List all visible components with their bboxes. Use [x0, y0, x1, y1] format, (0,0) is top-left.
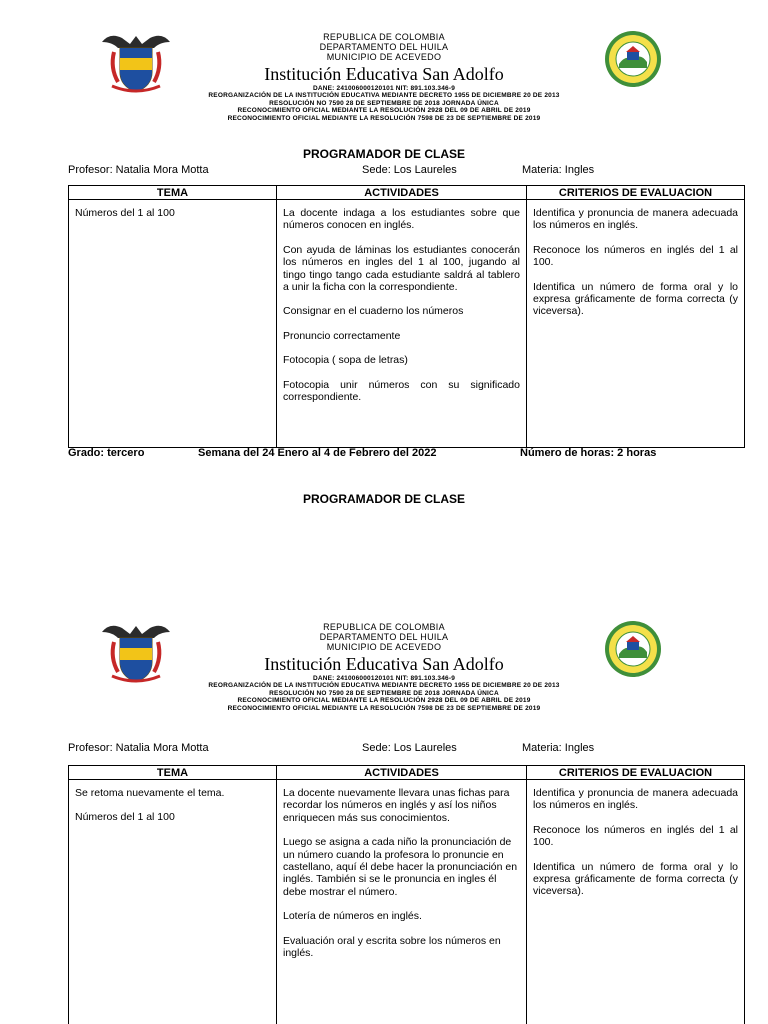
criterion-item: Identifica y pronuncia de manera adecuada los números en inglés.	[533, 787, 738, 812]
header-resolution: RESOLUCIÓN NO 7590 28 DE SEPTIEMBRE DE 2018 JORNADA ÚNICA	[269, 99, 499, 107]
activity-item: Fotocopia unir números con su significado correspondiente.	[283, 378, 520, 404]
section-1-info-row	[68, 164, 748, 178]
criterion-item: Identifica y pronuncia de manera adecuada los números en inglés.	[533, 207, 738, 232]
header-country: REPUBLICA DE COLOMBIA	[323, 32, 445, 42]
criterion-item: Reconoce los números en inglés del 1 al 100.	[533, 243, 738, 269]
hours-label: Número de horas: 2 horas	[520, 447, 657, 459]
teacher-name: Profesor: Natalia Mora Motta	[68, 742, 209, 754]
subject-name: Materia: Ingles	[522, 742, 595, 754]
header-recognition-2: RECONOCIMIENTO OFICIAL MEDIANTE LA RESOLUCIÓN 7598 DE 23 DE SEPTIEMBRE DE 2019	[227, 114, 541, 122]
header-resolution: RESOLUCIÓN NO 7590 28 DE SEPTIEMBRE DE 2018 JORNADA ÚNICA	[269, 689, 499, 697]
activity-item: Fotocopia ( sopa de letras)	[283, 354, 408, 367]
column-header-tema: TEMA	[69, 766, 277, 780]
column-header-actividades: ACTIVIDADES	[277, 766, 527, 780]
activity-item: La docente indaga a los estudiantes sobre que números conocen en inglés.	[283, 207, 520, 232]
section-2-info-row	[68, 742, 748, 756]
header-municipality: MUNICIPIO DE ACEVEDO	[326, 642, 442, 652]
activity-item: Con ayuda de láminas los estudiantes conocerán los números en ingles del 1 al 100, jugando al tingo tingo tango cada estudiante saldrá al tablero a unir la ficha con la correspondiente.	[283, 243, 520, 294]
school-name: Institución Educativa San Adolfo	[264, 654, 504, 674]
column-header-tema: TEMA	[69, 186, 277, 200]
header-recognition-2: RECONOCIMIENTO OFICIAL MEDIANTE LA RESOLUCIÓN 7598 DE 23 DE SEPTIEMBRE DE 2019	[227, 704, 541, 712]
header-department: DEPARTAMENTO DEL HUILA	[319, 632, 449, 642]
school-name: Institución Educativa San Adolfo	[264, 64, 504, 84]
table-row	[69, 200, 745, 448]
header-dane: DANE: 241006000120101 NIT: 891.103.346-9	[312, 675, 456, 682]
activity-item: Evaluación oral y escrita sobre los números en inglés.	[283, 934, 501, 960]
header-dane: DANE: 241006000120101 NIT: 891.103.346-9	[312, 85, 456, 92]
header-municipality: MUNICIPIO DE ACEVEDO	[326, 52, 442, 62]
campus-name: Sede: Los Laureles	[362, 164, 457, 176]
tema-cell	[69, 200, 277, 448]
header-recognition-1: RECONOCIMIENTO OFICIAL MEDIANTE LA RESOLUCIÓN 2928 DEL 09 DE ABRIL DE 2019	[237, 107, 531, 115]
school-seal-icon	[604, 620, 662, 678]
activity-item: Luego se asigna a cada niño la pronunciación de un número cuando la profesora lo pronuncie en castellano, aquí él debe hacer la pronunciación en inglés. También si se le pronuncia en ingles él debe mostrar el número.	[283, 836, 518, 898]
criterion-item: Identifica un número de forma oral y lo expresa gráficamente de forma correcta (y viceversa).	[533, 280, 738, 318]
section-2-title: PROGRAMADOR DE CLASE	[302, 492, 465, 506]
tema-cell	[69, 780, 277, 1024]
week-label: Semana del 24 Enero al 4 de Febrero del 2022	[198, 447, 437, 459]
actividades-cell	[277, 200, 527, 448]
activity-item: Consignar en el cuaderno los números	[283, 305, 464, 318]
campus-name: Sede: Los Laureles	[362, 742, 457, 754]
table-row	[69, 780, 745, 1024]
activity-item: Lotería de números en inglés.	[283, 910, 422, 923]
column-header-criterios: CRITERIOS DE EVALUACION	[527, 186, 745, 200]
header-department: DEPARTAMENTO DEL HUILA	[319, 42, 449, 52]
class-plan-table-2	[68, 765, 745, 1024]
tema-text: Se retoma nuevamente el tema.	[75, 787, 225, 799]
criterion-item: Identifica un número de forma oral y lo expresa gráficamente de forma correcta (y viceversa).	[533, 860, 738, 898]
subject-name: Materia: Ingles	[522, 164, 595, 176]
header-reorganization: REORGANIZACIÓN DE LA INSTITUCIÓN EDUCATIVA MEDIANTE DECRETO 1955 DE DICIEMBRE 20 DE 2013	[208, 682, 560, 690]
institution-header	[0, 28, 768, 128]
class-plan-table-1	[68, 185, 745, 448]
header-text-block	[150, 32, 618, 122]
criterios-cell	[527, 200, 745, 448]
column-header-actividades: ACTIVIDADES	[277, 186, 527, 200]
section-1-title: PROGRAMADOR DE CLASE	[302, 147, 465, 161]
actividades-cell	[277, 780, 527, 1024]
activity-item: La docente nuevamente llevara unas fichas para recordar los números en inglés y así los niños enriquecen más sus conocimientos.	[283, 787, 510, 824]
institution-header	[0, 618, 768, 718]
header-reorganization: REORGANIZACIÓN DE LA INSTITUCIÓN EDUCATIVA MEDIANTE DECRETO 1955 DE DICIEMBRE 20 DE 2013	[208, 92, 560, 100]
activity-item: Pronuncio correctamente	[283, 329, 401, 342]
grade-label: Grado: tercero	[68, 447, 145, 459]
tema-text: Números del 1 al 100	[75, 811, 175, 824]
school-seal-icon	[604, 30, 662, 88]
teacher-name: Profesor: Natalia Mora Motta	[68, 164, 209, 176]
header-text-block	[150, 622, 618, 712]
header-country: REPUBLICA DE COLOMBIA	[323, 622, 445, 632]
column-header-criterios: CRITERIOS DE EVALUACION	[527, 766, 745, 780]
criterion-item: Reconoce los números en inglés del 1 al 100.	[533, 823, 738, 849]
tema-text: Números del 1 al 100	[75, 207, 175, 219]
section-1-footer	[68, 447, 748, 461]
header-recognition-1: RECONOCIMIENTO OFICIAL MEDIANTE LA RESOLUCIÓN 2928 DEL 09 DE ABRIL DE 2019	[237, 697, 531, 705]
criterios-cell	[527, 780, 745, 1024]
table-header-row	[69, 186, 745, 200]
table-header-row	[69, 766, 745, 780]
